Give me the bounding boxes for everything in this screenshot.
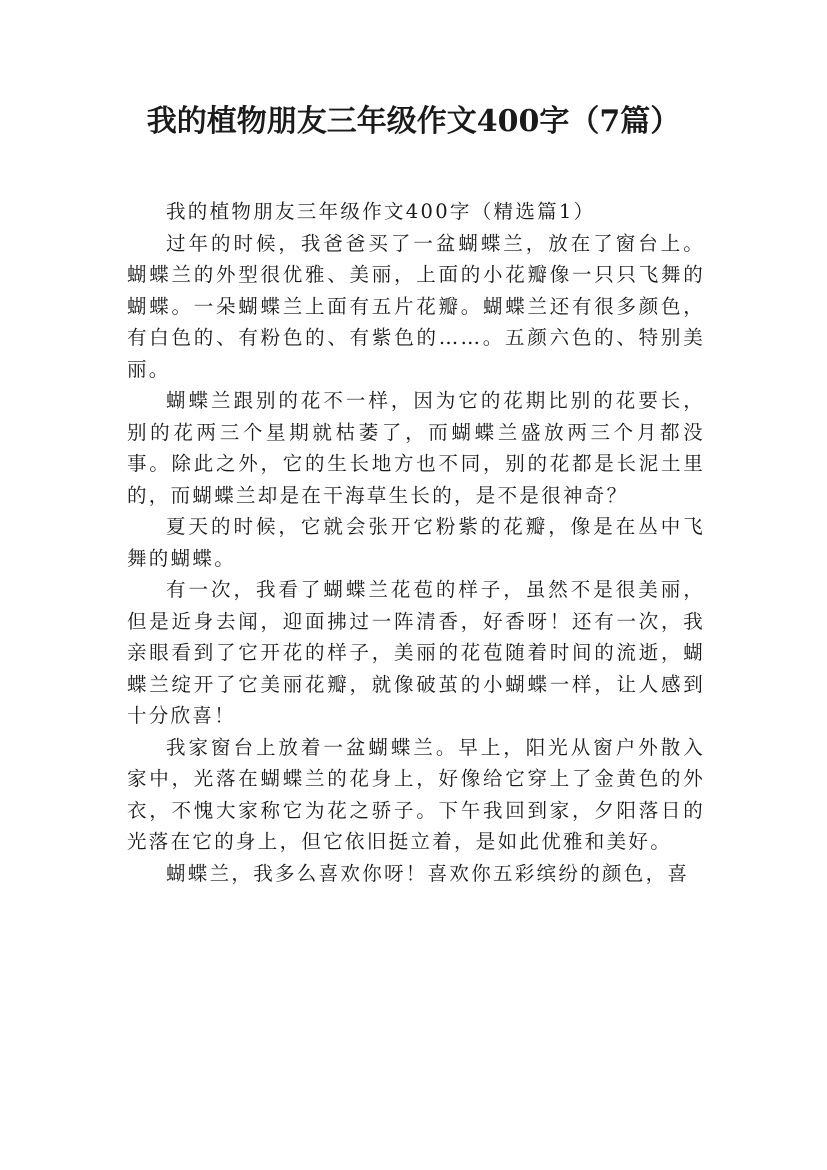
paragraph: 蝴蝶兰跟别的花不一样，因为它的花期比别的花要长，别的花两三个星期就枯萎了，而蝴蝶兰盛放两三个月都没事。除此之外，它的生长地方也不同，别的花都是长泥土里的，而蝴蝶兰却是在干海草生长的，是不是很神奇？	[127, 389, 705, 507]
paragraph: 蝴蝶兰，我多么喜欢你呀！喜欢你五彩缤纷的颜色，喜	[166, 861, 690, 885]
paragraph: 夏天的时候，它就会张开它粉紫的花瓣，像是在丛中飞舞的蝴蝶。	[127, 515, 705, 570]
paragraph: 有一次，我看了蝴蝶兰花苞的样子，虽然不是很美丽，但是近身去闻，迎面拂过一阵清香，好香呀！还有一次，我亲眼看到了它开花的样子，美丽的花苞随着时间的流逝，蝴蝶兰绽开了它美丽花瓣，就像破茧的小蝴蝶一样，让人感到十分欣喜！	[127, 578, 705, 727]
paragraph: 我家窗台上放着一盆蝴蝶兰。早上，阳光从窗户外散入家中，光落在蝴蝶兰的花身上，好像给它穿上了金黄色的外衣，不愧大家称它为花之骄子。下午我回到家，夕阳落日的光落在它的身上，但它依旧挺立着，是如此优雅和美好。	[127, 735, 705, 853]
section-subtitle: 我的植物朋友三年级作文400字（精选篇1）	[166, 200, 596, 223]
paragraph: 过年的时候，我爸爸买了一盆蝴蝶兰，放在了窗台上。蝴蝶兰的外型很优雅、美丽，上面的小花瓣像一只只飞舞的蝴蝶。一朵蝴蝶兰上面有五片花瓣。蝴蝶兰还有很多颜色，有白色的、有粉色的、有紫色的……。五颜六色的、特别美丽。	[127, 231, 705, 381]
document-title: 我的植物朋友三年级作文400字（7篇）	[146, 104, 681, 139]
document-body	[127, 196, 705, 889]
